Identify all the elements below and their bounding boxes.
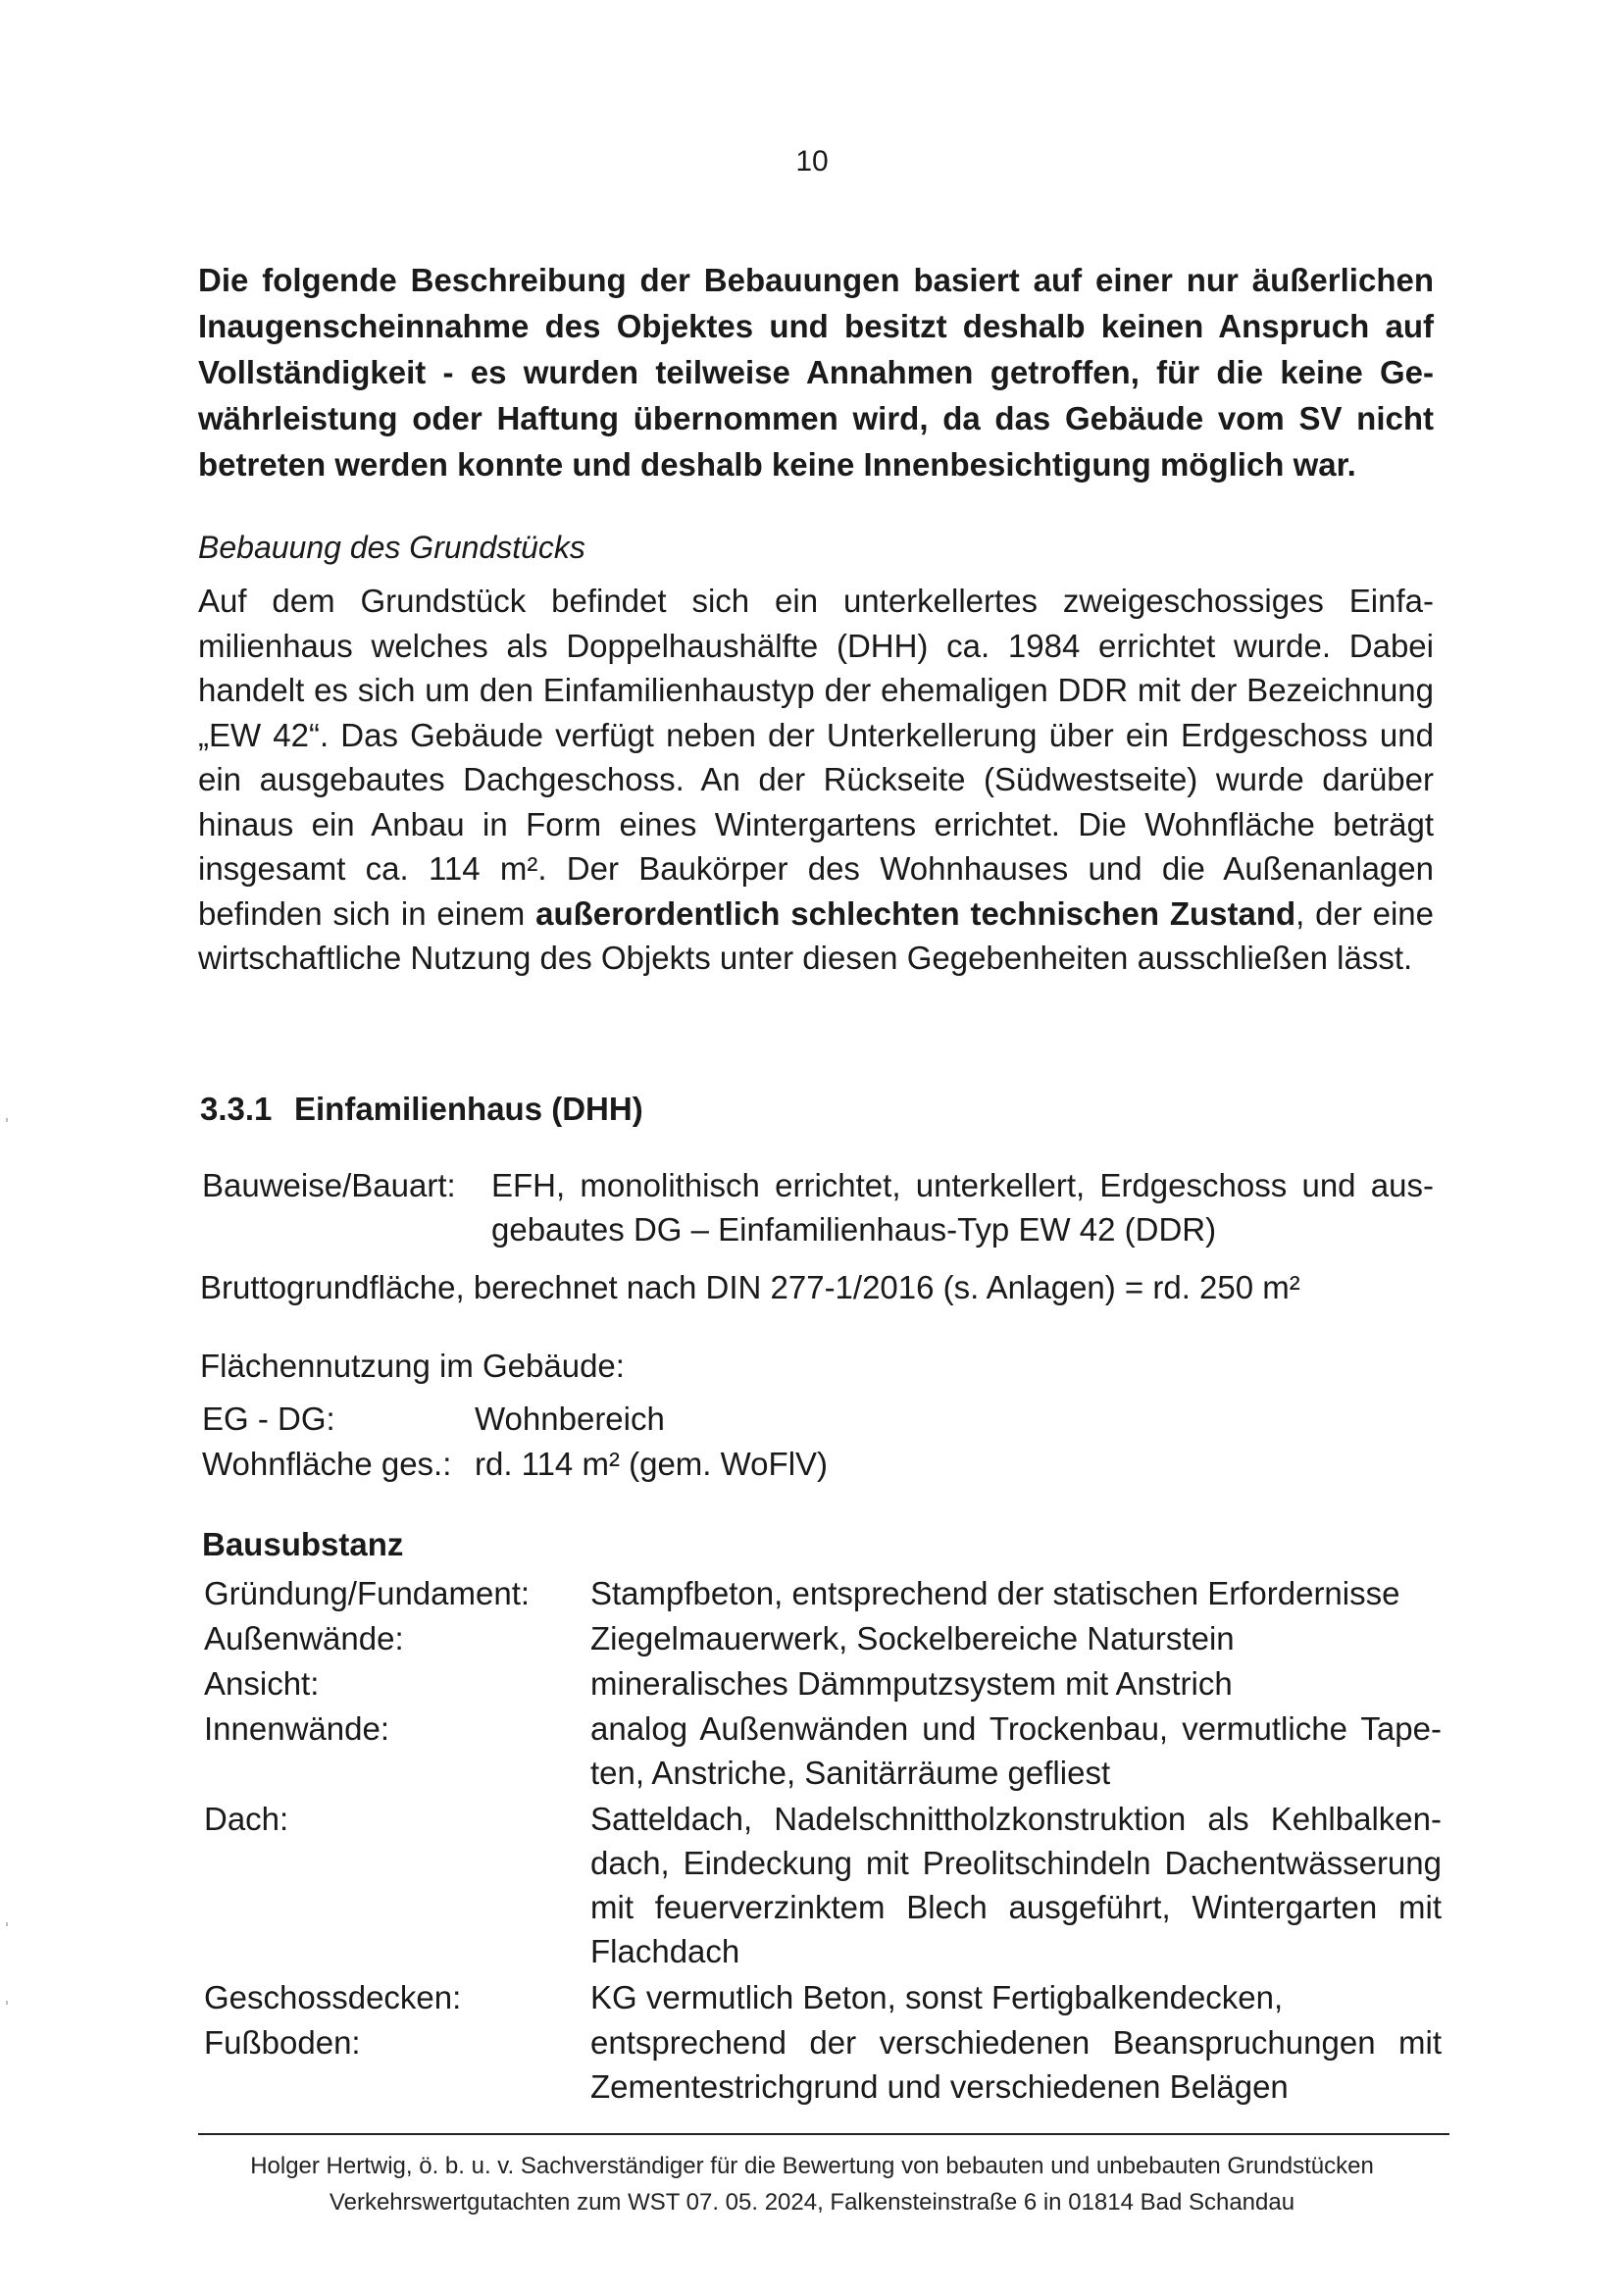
footer: [0, 2148, 1624, 2220]
bausubstanz-label: Fußboden:: [204, 2024, 361, 2061]
bgf-line: Bruttogrundfläche, berechnet nach DIN 277-1/2016 (s. Anlagen) = rd. 250 m²: [200, 1269, 1300, 1305]
bausubstanz-value: analog Außenwänden und Trockenbau, vermutliche Tapeten, Anstriche, Sanitärräume gefliest: [590, 1710, 1442, 1791]
description-text-part1: Auf dem Grundstück befindet sich ein unterkellertes zweigeschossiges Einfamilienhaus welches als Doppelhaushälfte (DHH) ca. 1984 errichtet wurde. Dabei handelt es sich um den Einfamilienhaustyp der ehemaligen DDR mit der Bezeichnung „EW 42“. Das Gebäude verfügt neben der Unterkellerung über ein Erdgeschoss und ein ausgebautes Dachgeschoss. An der Rückseite (Südwestseite) wurde darüber hinaus ein Anbau in Form eines Wintergartens errichtet. Die Wohnfläche beträgt insgesamt ca. 114 m². Der Baukörper des Wohnhauses und die Außenanlagen befinden sich in einem: [198, 583, 1434, 932]
bausubstanz-label: Ansicht:: [204, 1665, 320, 1702]
scan-margin-mark: [6, 1922, 8, 1926]
building-description: [198, 579, 1434, 981]
bausubstanz-value: entsprechend der verschiedenen Beanspruchungen mit Zementestrichgrund und verschiedenen Belägen: [590, 2024, 1442, 2105]
flaechennutzung-label: Flächennutzung im Gebäude:: [200, 1348, 625, 1384]
section-heading-3-3-1: [200, 1091, 643, 1128]
footer-line-2: Verkehrswertgutachten zum WST 07. 05. 2024, Falkensteinstraße 6 in 01814 Bad Schandau: [329, 2189, 1295, 2216]
description-text-part2: , der eine wirtschaftliche Nutzung des Objekts unter diesen Gegebenheiten ausschließen lässt.: [198, 894, 1435, 976]
section-number: 3.3.1: [200, 1091, 273, 1127]
eg-dg-label: EG - DG:: [202, 1401, 335, 1437]
section-title: Einfamilienhaus (DHH): [294, 1091, 643, 1127]
eg-dg-value: Wohnbereich: [475, 1401, 665, 1437]
wohnflaeche-value: rd. 114 m² (gem. WoFlV): [475, 1446, 829, 1482]
scan-margin-mark: [6, 1118, 8, 1122]
bausubstanz-value: mineralisches Dämmputzsystem mit Anstrich: [590, 1665, 1233, 1702]
bausubstanz-value: Satteldach, Nadelschnittholzkonstruktion als Kehlbalkendach, Eindeckung mit Preolitschindeln Dachentwässerung mit feuerverzinktem Blech ausgeführt, Wintergarten mit Flachdach: [590, 1801, 1442, 1969]
building-subheading: Bebauung des Grundstücks: [198, 530, 585, 565]
bausubstanz-label: Gründung/Fundament:: [204, 1575, 531, 1611]
bauweise-value: EFH, monolithisch errichtet, unterkellert, Erdgeschoss und ausgebautes DG – Einfamilienhaus-Typ EW 42 (DDR): [491, 1167, 1434, 1248]
bausubstanz-label: Geschossdecken:: [204, 1979, 462, 2015]
bausubstanz-label: Außenwände:: [204, 1620, 404, 1656]
bausubstanz-value: Ziegelmauerwerk, Sockelbereiche Naturstein: [590, 1620, 1235, 1656]
footer-divider: [198, 2133, 1449, 2135]
bauweise-label: Bauweise/Bauart:: [202, 1167, 456, 1203]
bausubstanz-value: KG vermutlich Beton, sonst Fertigbalkendecken,: [590, 1979, 1284, 2015]
bausubstanz-label: Dach:: [204, 1801, 289, 1837]
condition-emphasis: außerordentlich schlechten technischen Zustand: [535, 894, 1296, 932]
bausubstanz-value: Stampfbeton, entsprechend der statischen Erfordernisse: [590, 1575, 1400, 1611]
wohnflaeche-label: Wohnfläche ges.:: [202, 1446, 452, 1482]
footer-line-1: Holger Hertwig, ö. b. u. v. Sachverständiger für die Bewertung von bebauten und unbebauten Grundstücken: [250, 2153, 1374, 2179]
scan-margin-mark: [6, 2001, 8, 2005]
disclaimer-paragraph: Die folgende Beschreibung der Bebauungen basiert auf einer nur äußerlichen Inaugenscheinnahme des Objektes und besitzt deshalb keinen Anspruch auf Vollständigkeit - es wurden teilweise Annahmen getroffen, für die keine Gewährleistung oder Haftung übernommen wird, da das Gebäude vom SV nicht betreten werden konnte und deshalb keine Innenbesichtigung möglich war.: [198, 262, 1434, 483]
page-number: 10: [795, 145, 829, 178]
bausubstanz-heading: Bausubstanz: [202, 1526, 404, 1562]
bausubstanz-label: Innenwände:: [204, 1710, 389, 1747]
